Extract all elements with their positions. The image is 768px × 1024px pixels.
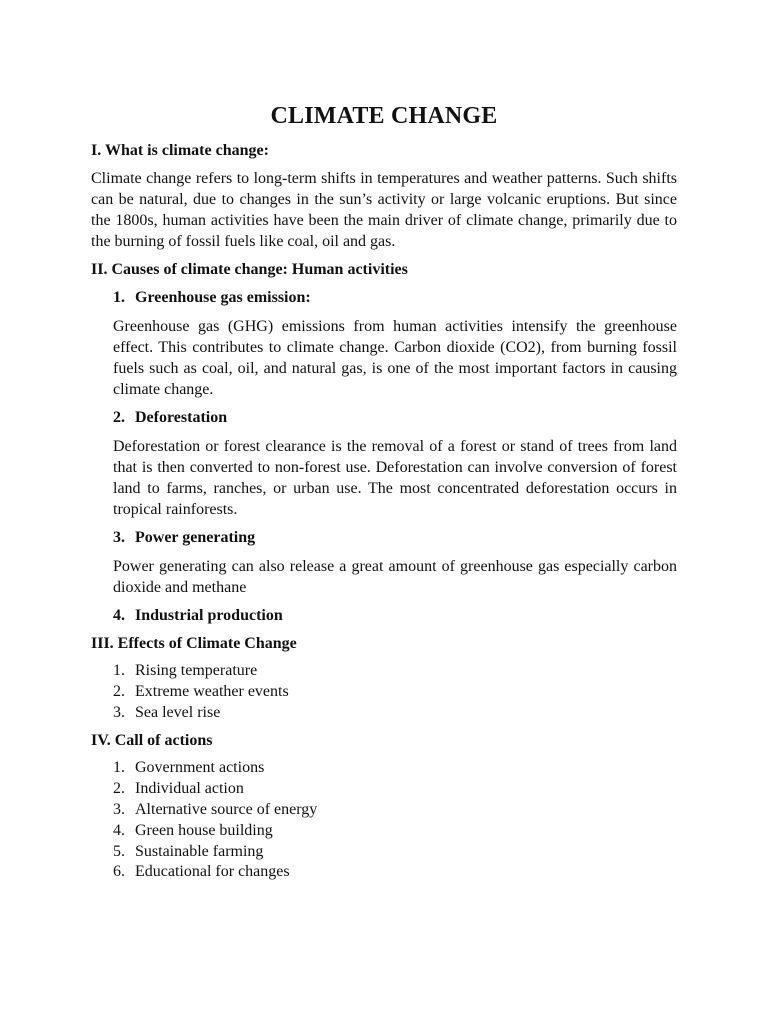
list-item-text: Individual action <box>135 780 244 798</box>
list-item-text: Rising temperature <box>135 662 258 679</box>
section-heading-causes: II. Causes of climate change: Human activities <box>91 261 408 278</box>
list-item-number: 2. <box>113 780 125 798</box>
section-body-what-is: Climate change refers to long-term shifts in temperatures and weather patterns. Such shifts can be natural, due to changes in the sun’s activity or large volcanic eruptions. But since the 1800s, human activities have been the main driver of climate change, primarily due to the burning of fossil fuels like coal, oil and gas. <box>91 170 677 250</box>
document-page <box>91 100 677 890</box>
list-item-number: 5. <box>113 842 125 860</box>
cause-heading-industrial <box>113 605 677 626</box>
list-item <box>113 758 677 779</box>
list-item <box>113 800 677 821</box>
list-item-number: 2. <box>113 682 125 700</box>
cause-number: 4. <box>113 607 125 624</box>
list-item <box>113 703 677 724</box>
list-item-text: Extreme weather events <box>135 682 289 700</box>
section-heading-effects: III. Effects of Climate Change <box>91 635 297 652</box>
cause-body-power: Power generating can also release a great amount of greenhouse gas especially carbon dioxide and methane <box>113 558 677 596</box>
list-item-number: 6. <box>113 863 125 881</box>
cause-number: 2. <box>113 409 125 426</box>
cause-title: Deforestation <box>135 409 228 426</box>
cause-heading-deforestation <box>113 407 677 428</box>
list-item-number: 1. <box>113 662 125 679</box>
section-heading-actions: IV. Call of actions <box>91 732 213 750</box>
list-item-number: 3. <box>113 703 125 721</box>
list-item-text: Educational for changes <box>135 863 290 881</box>
list-item <box>113 862 677 883</box>
list-item-number: 4. <box>113 821 125 839</box>
list-item-text: Government actions <box>135 759 265 777</box>
cause-number: 1. <box>113 289 125 306</box>
effects-list <box>113 661 677 723</box>
list-item <box>113 821 677 842</box>
cause-body-deforestation: Deforestation or forest clearance is the removal of a forest or stand of trees from land that is then converted to non-forest use. Deforestation can involve conversion of forest land to farms, ranches, or urban use. The most concentrated deforestation occurs in tropical rainforests. <box>113 438 677 518</box>
cause-number: 3. <box>113 529 125 546</box>
list-item-text: Sustainable farming <box>135 842 264 860</box>
list-item-text: Green house building <box>135 821 273 839</box>
list-item <box>113 842 677 863</box>
list-item <box>113 682 677 703</box>
list-item-text: Alternative source of energy <box>135 800 318 818</box>
list-item <box>113 661 677 682</box>
cause-title: Greenhouse gas emission: <box>135 289 311 306</box>
section-heading-what-is: I. What is climate change: <box>91 142 269 159</box>
cause-title: Industrial production <box>135 607 283 624</box>
cause-heading-greenhouse <box>113 287 677 308</box>
list-item-number: 1. <box>113 759 125 777</box>
list-item-text: Sea level rise <box>135 703 221 721</box>
cause-heading-power <box>113 527 677 548</box>
list-item <box>113 779 677 800</box>
list-item-number: 3. <box>113 800 125 818</box>
cause-title: Power generating <box>135 529 256 546</box>
document-title: CLIMATE CHANGE <box>270 103 498 129</box>
cause-body-greenhouse: Greenhouse gas (GHG) emissions from human activities intensify the greenhouse effect. This contributes to climate change. Carbon dioxide (CO2), from burning fossil fuels such as coal, oil, and natural gas, is one of the most important factors in causing climate change. <box>113 318 677 398</box>
actions-list <box>113 758 677 883</box>
